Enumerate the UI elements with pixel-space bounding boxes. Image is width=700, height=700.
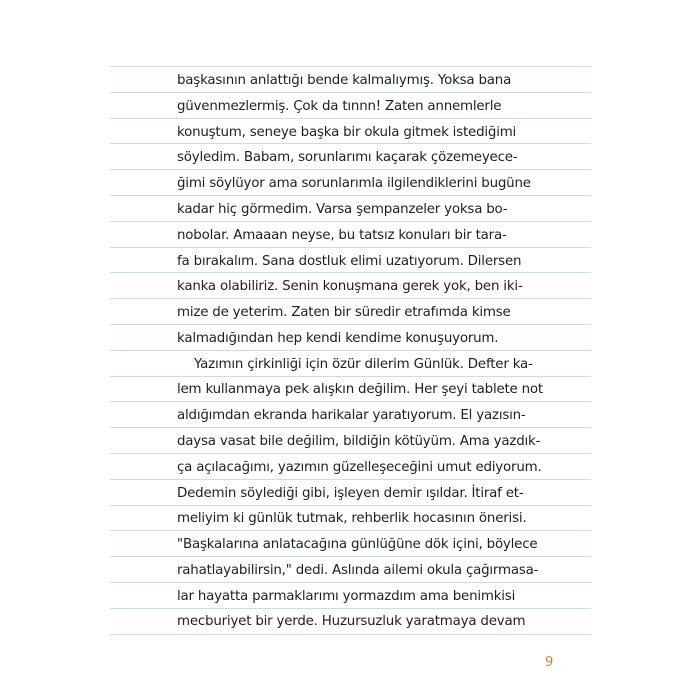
page-number: 9 (545, 655, 554, 670)
ruled-line (110, 427, 591, 428)
text-line: meliyim ki günlük tutmak, rehberlik hocasının önerisi. (177, 511, 527, 526)
text-line: lar hayatta parmaklarımı yormazdım ama benimkisi (177, 589, 516, 604)
ruled-line (110, 582, 591, 583)
ruled-line (110, 401, 591, 402)
paragraph-start-line: Yazımın çirkinliği için özür dilerim Günlük. Defter ka- (194, 357, 533, 372)
ruled-line (110, 453, 591, 454)
text-line: güvenmezlermiş. Çok da tınnn! Zaten annemlerle (177, 99, 502, 114)
ruled-line (110, 634, 591, 635)
ruled-line (110, 298, 591, 299)
ruled-line (110, 272, 591, 273)
text-line: fa bırakalım. Sana dostluk elimi uzatıyorum. Dilersen (177, 254, 522, 269)
text-line: daysa vasat bile değilim, bildiğin kötüyüm. Ama yazdık- (177, 434, 541, 449)
text-line: nobolar. Amaaan neyse, bu tatsız konuları bir tara- (177, 228, 507, 243)
text-line: "Başkalarına anlatacağına günlüğüne dök içini, böylece (177, 537, 538, 552)
ruled-line (110, 530, 591, 531)
text-line: lem kullanmaya pek alışkın değilim. Her şeyi tablete not (177, 382, 543, 397)
ruled-line (110, 221, 591, 222)
text-line: söyledim. Babam, sorunlarımı kaçarak çözemeyece- (177, 150, 518, 165)
ruled-line (110, 324, 591, 325)
text-line: başkasının anlattığı bende kalmalıymış. Yoksa bana (177, 73, 512, 88)
text-line: mecburiyet bir yerde. Huzursuzluk yaratmaya devam (177, 614, 526, 629)
text-line: konuştum, seneye başka bir okula gitmek istediğimi (177, 125, 517, 140)
ruled-line (110, 143, 591, 144)
ruled-line (110, 479, 591, 480)
ruled-line (110, 350, 591, 351)
ruled-line (110, 556, 591, 557)
text-line: ğimi söylüyor ama sorunlarımla ilgilendiklerini bugüne (177, 176, 531, 191)
ruled-line (110, 247, 591, 248)
ruled-line (110, 505, 591, 506)
text-line: ça açılacağımı, yazımın güzelleşeceğini umut ediyorum. (177, 460, 542, 475)
ruled-line (110, 195, 591, 196)
ruled-line (110, 92, 591, 93)
ruled-line (110, 118, 591, 119)
text-line: kalmadığından hep kendi kendime konuşuyorum. (177, 331, 499, 346)
ruled-line (110, 608, 591, 609)
text-line: kadar hiç görmedim. Varsa şempanzeler yoksa bo- (177, 202, 508, 217)
ruled-line (110, 66, 591, 67)
text-line: aldığımdan ekranda harikalar yaratıyorum. El yazısın- (177, 408, 526, 423)
text-line: kanka olabiliriz. Senin konuşmana gerek yok, ben iki- (177, 279, 523, 294)
text-line: mize de yeterim. Zaten bir süredir etrafımda kimse (177, 305, 511, 320)
ruled-line (110, 169, 591, 170)
text-line: rahatlayabilirsin," dedi. Aslında ailemi okula çağırmasa- (177, 563, 539, 578)
ruled-line (110, 376, 591, 377)
text-line: Dedemin söylediği gibi, işleyen demir ışıldar. İtiraf et- (177, 486, 524, 501)
